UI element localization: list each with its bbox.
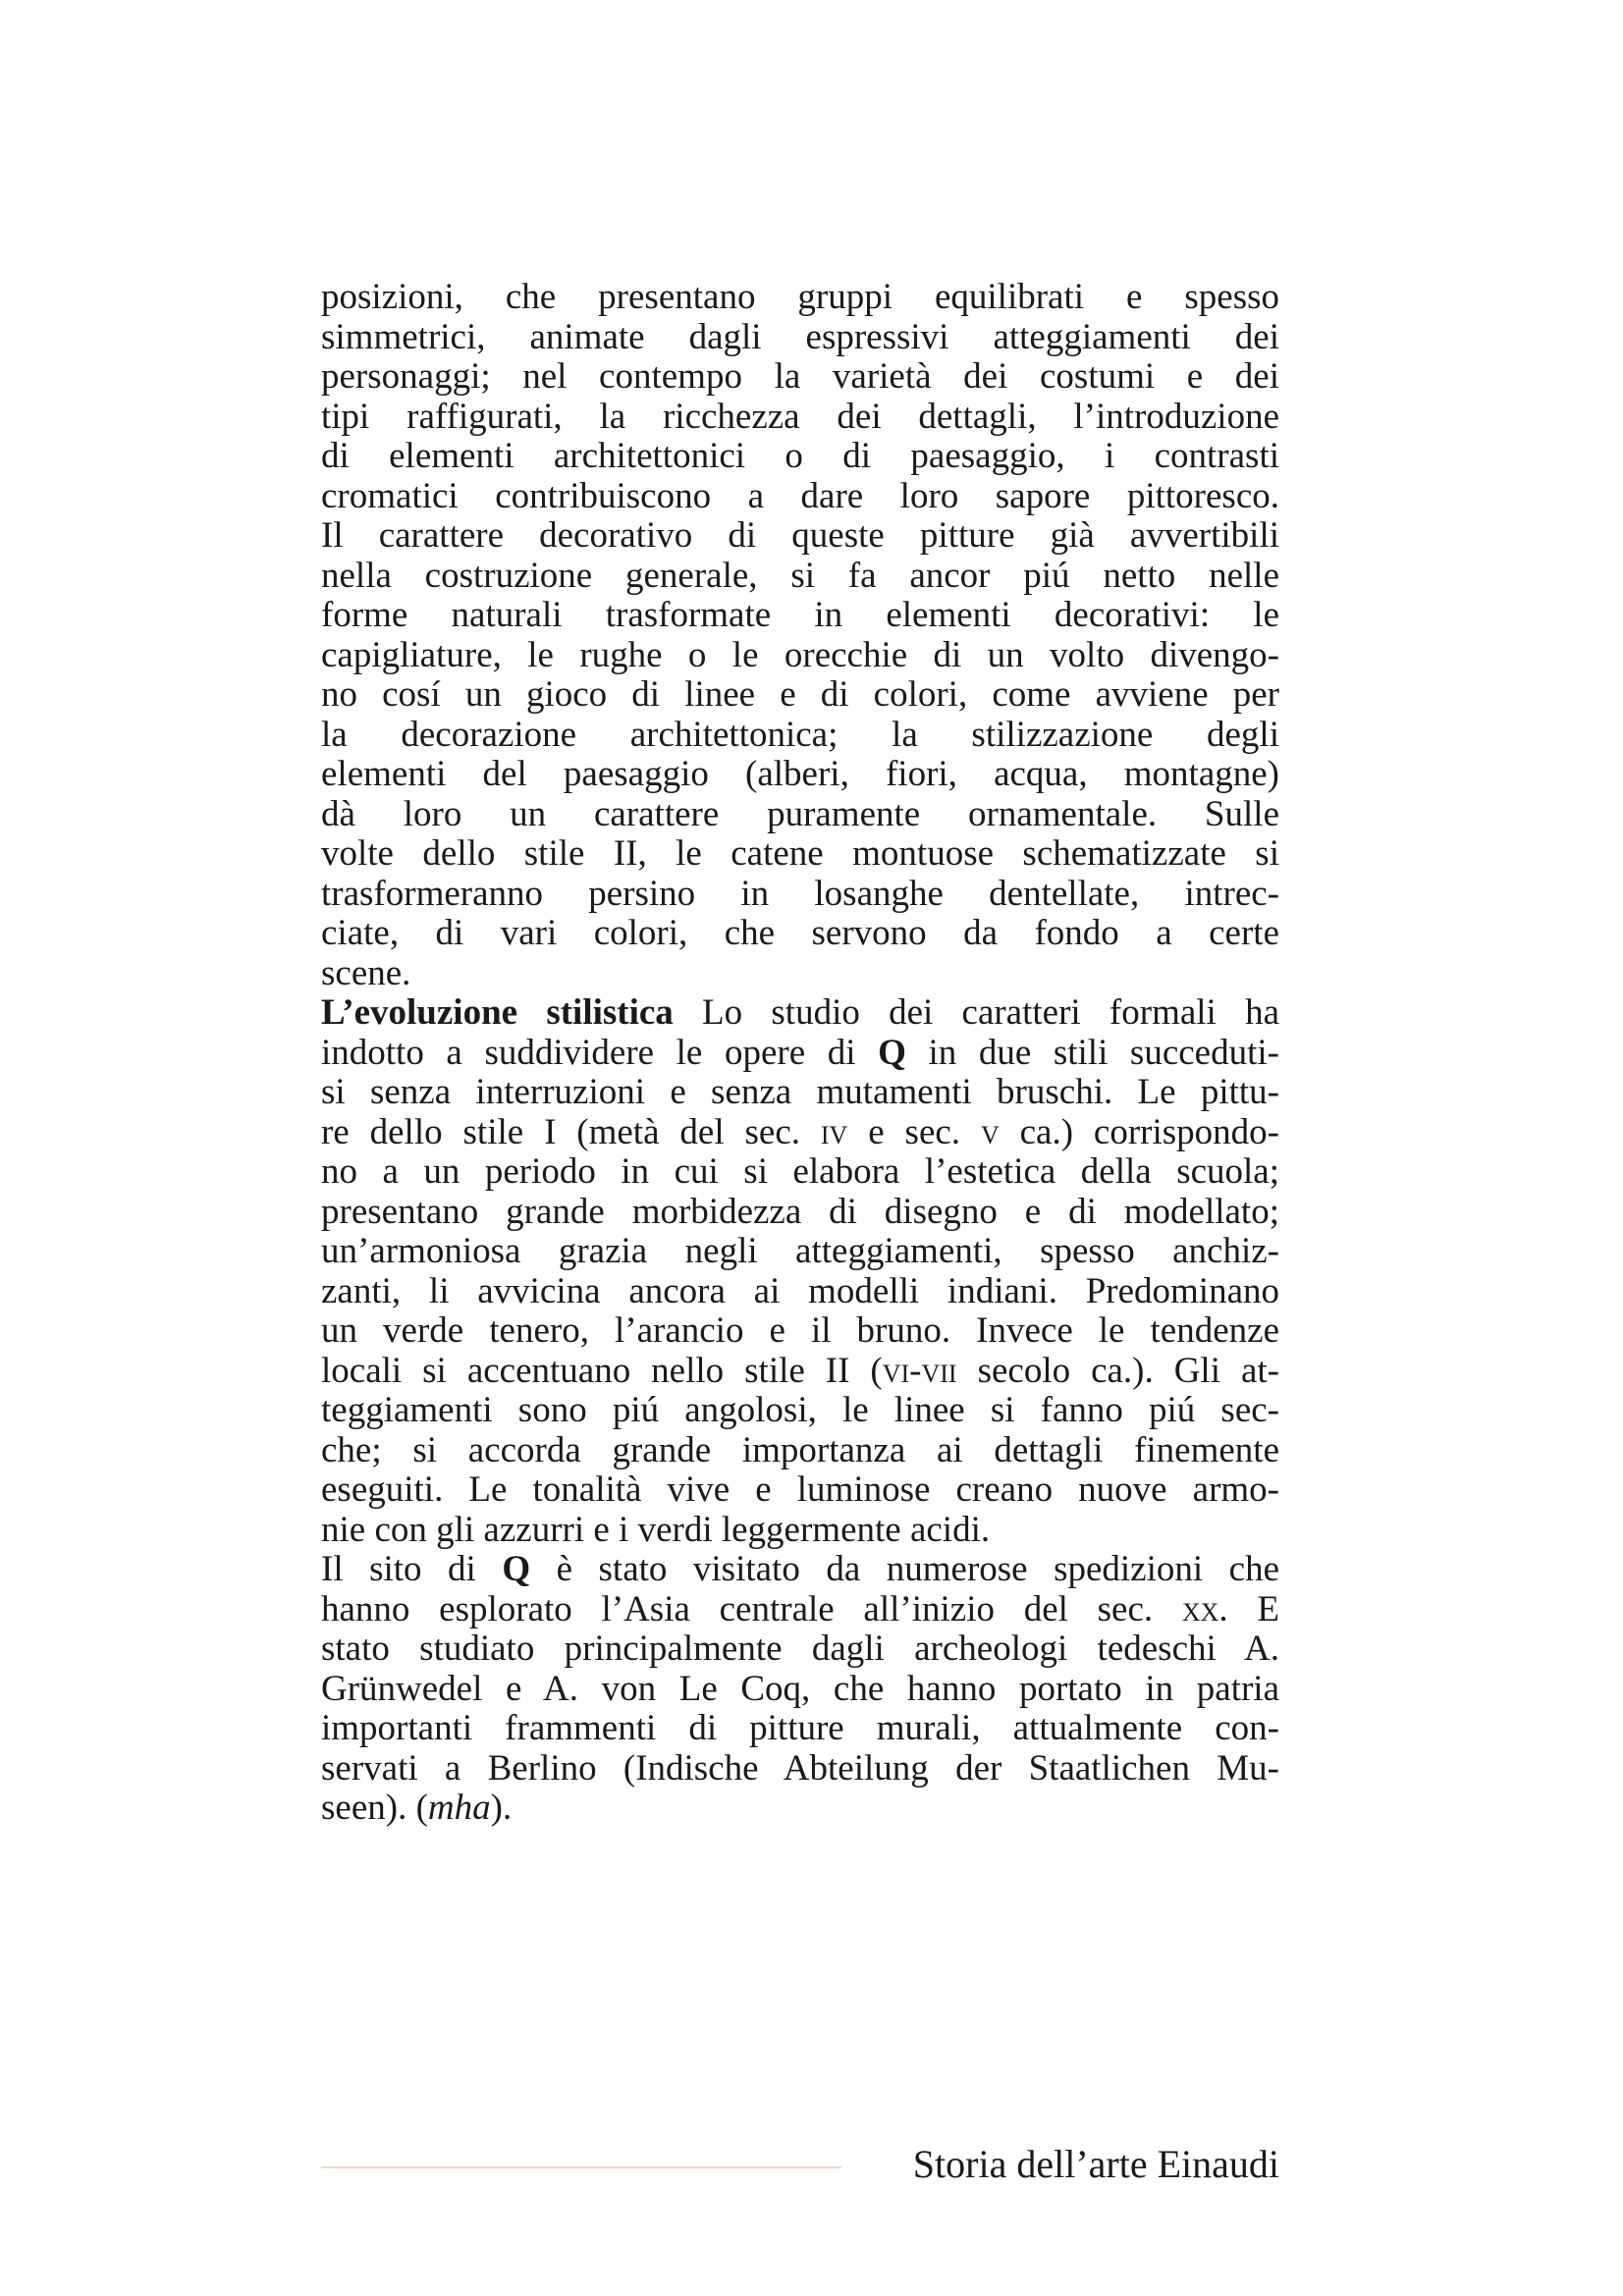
body-line: cromatici contribuiscono a dare loro sapore pittoresco. bbox=[321, 475, 1279, 516]
roman-numeral: xx bbox=[1181, 1588, 1219, 1629]
footer-title: Storia dell’arte Einaudi bbox=[912, 2142, 1279, 2186]
body-line: forme naturali trasformate in elementi decorativi: le bbox=[321, 595, 1279, 635]
body-line: nella costruzione generale, si fa ancor piú netto nelle bbox=[321, 555, 1279, 596]
body-line: capigliature, le rughe o le orecchie di un volto divengo- bbox=[321, 634, 1279, 675]
body-line: importanti frammenti di pitture murali, attualmente con- bbox=[321, 1708, 1279, 1748]
author-initials: mha bbox=[427, 1788, 491, 1828]
body-line: un verde tenero, l’arancio e il bruno. Invece le tendenze bbox=[321, 1310, 1279, 1351]
body-text bbox=[321, 278, 1279, 1829]
body-line: seen). (mha). bbox=[321, 1788, 513, 1828]
body-line: no cosí un gioco di linee e di colori, come avviene per bbox=[321, 674, 1279, 715]
body-line: nie con gli azzurri e i verdi leggermente acidi. bbox=[321, 1509, 991, 1550]
roman-numeral: vi-vii bbox=[882, 1350, 957, 1391]
section-heading: L’evoluzione stilistica bbox=[321, 992, 674, 1033]
body-line: locali si accentuano nello stile II (vi-vii secolo ca.). Gli at- bbox=[321, 1350, 1279, 1391]
body-line: che; si accorda grande importanza ai dettagli finemente bbox=[321, 1429, 1279, 1470]
body-line: stato studiato principalmente dagli archeologi tedeschi A. bbox=[321, 1629, 1279, 1669]
body-line: eseguiti. Le tonalità vive e luminose creano nuove armo- bbox=[321, 1469, 1279, 1510]
body-line: un’armoniosa grazia negli atteggiamenti, spesso anchiz- bbox=[321, 1231, 1279, 1271]
body-line: ciate, di vari colori, che servono da fondo a certe bbox=[321, 913, 1279, 953]
body-line: la decorazione architettonica; la stilizzazione degli bbox=[321, 714, 1279, 755]
body-line: trasformeranno persino in losanghe dentellate, intrec- bbox=[321, 873, 1279, 914]
body-line: indotto a suddividere le opere di Q in due stili succeduti- bbox=[321, 1032, 1279, 1073]
body-line: elementi del paesaggio (alberi, fiori, acqua, montagne) bbox=[321, 754, 1279, 794]
body-line: volte dello stile II, le catene montuose schematizzate si bbox=[321, 833, 1279, 874]
body-line: personaggi; nel contempo la varietà dei costumi e dei bbox=[321, 356, 1279, 397]
body-line: scene. bbox=[321, 952, 411, 993]
body-line: L’evoluzione stilistica Lo studio dei caratteri formali ha bbox=[321, 992, 1279, 1033]
body-line: di elementi architettonici o di paesaggio, i contrasti bbox=[321, 436, 1279, 476]
body-line: tipi raffigurati, la ricchezza dei dettagli, l’introduzione bbox=[321, 396, 1279, 437]
site-abbreviation: Q bbox=[502, 1549, 531, 1589]
body-line: Grünwedel e A. von Le Coq, che hanno portato in patria bbox=[321, 1668, 1279, 1709]
body-line: teggiamenti sono piú angolosi, le linee si fanno piú sec- bbox=[321, 1390, 1279, 1430]
page-footer bbox=[321, 2140, 1279, 2189]
body-line: hanno esplorato l’Asia centrale all’inizio del sec. xx. E bbox=[321, 1588, 1279, 1629]
body-line: servati a Berlino (Indische Abteilung der Staatlichen Mu- bbox=[321, 1747, 1279, 1789]
body-line: Il sito di Q è stato visitato da numerose spedizioni che bbox=[321, 1549, 1279, 1589]
body-line: si senza interruzioni e senza mutamenti bruschi. Le pittu- bbox=[321, 1072, 1279, 1112]
body-line: simmetrici, animate dagli espressivi atteggiamenti dei bbox=[321, 316, 1279, 357]
body-line: dà loro un carattere puramente ornamentale. Sulle bbox=[321, 793, 1279, 834]
body-line: presentano grande morbidezza di disegno e di modellato; bbox=[321, 1191, 1279, 1232]
roman-numeral: v bbox=[980, 1111, 1000, 1152]
roman-numeral: iv bbox=[820, 1111, 848, 1152]
body-line: Il carattere decorativo di queste pitture già avvertibili bbox=[321, 515, 1279, 556]
body-line: posizioni, che presentano gruppi equilibrati e spesso bbox=[321, 277, 1279, 317]
site-abbreviation: Q bbox=[878, 1032, 906, 1073]
body-line: no a un periodo in cui si elabora l’estetica della scuola; bbox=[321, 1151, 1279, 1192]
body-line: re dello stile I (metà del sec. iv e sec. v ca.) corrispondo- bbox=[321, 1111, 1279, 1152]
footer-rule bbox=[321, 2166, 841, 2168]
body-line: zanti, li avvicina ancora ai modelli indiani. Predominano bbox=[321, 1270, 1279, 1311]
